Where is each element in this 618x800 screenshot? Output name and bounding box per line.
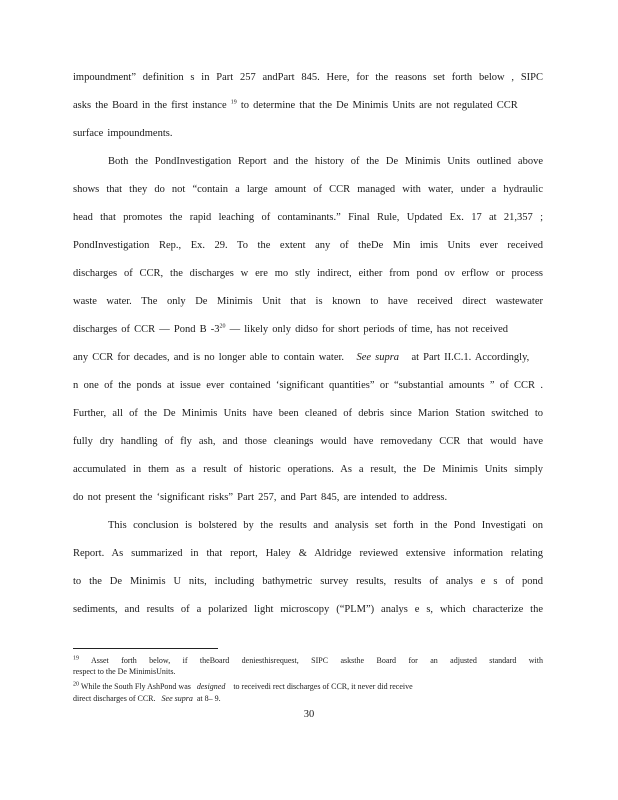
body-line: accumulated in them as a result of historic operations. As a result, the De Minimis Units simply	[73, 464, 543, 475]
footnote-line	[73, 693, 543, 704]
body-line: head that promotes the rapid leaching of contaminants.” Final Rule, Updated Ex. 17 at 21,357 ;	[73, 212, 543, 223]
body-line: impoundment” definition s in Part 257 andPart 845. Here, for the reasons set forth below , SIPC	[73, 72, 543, 83]
footnote-text: direct discharges of CCR.	[73, 694, 156, 703]
citation-signal: See supra	[356, 352, 400, 363]
body-line: fully dry handling of fly ash, and those cleanings would have removedany CCR that would have	[73, 436, 543, 447]
body-line	[73, 351, 543, 365]
body-text: — likely only didso for short periods of time, has not received	[225, 324, 508, 335]
footnote-text: While the South Fly AshPond was	[80, 682, 191, 691]
citation-signal: See supra	[161, 694, 193, 703]
body-line: PondInvestigation Rep., Ex. 29. To the extent any of theDe Min imis Units ever received	[73, 240, 543, 251]
body-line	[73, 323, 543, 337]
body-line: n one of the ponds at issue ever contained ‘significant quantities” or “substantial amounts ” of CCR .	[73, 380, 543, 391]
footnote-text: at 8– 9.	[196, 694, 221, 703]
body-text: any CCR for decades, and is no longer able to contain water.	[73, 352, 345, 363]
body-line: discharges of CCR, the discharges w ere mo stly indirect, either from pond ov erflow or process	[73, 268, 543, 279]
body-line: This conclusion is bolstered by the results and analysis set forth in the Pond Investigati on	[108, 520, 543, 531]
footnote-ref-19[interactable]: 19	[230, 99, 237, 106]
footnote-separator	[73, 648, 218, 649]
body-text: discharges of CCR — Pond B -3	[73, 324, 220, 335]
body-line: Both the PondInvestigation Report and the history of the De Minimis Units outlined above	[108, 156, 543, 167]
footnote-text: Asset forth below, if theBoard deniesthisrequest, SIPC asksthe Board for an adjusted standard with	[90, 656, 543, 665]
footnote-20	[73, 681, 543, 692]
page-number: 30	[303, 709, 315, 720]
footnote-emphasis: designed	[196, 682, 226, 691]
body-line	[73, 99, 543, 113]
footnote-ref-20[interactable]: 20	[219, 323, 226, 330]
footnote-text: to receivedi rect discharges of CCR, it never did receive	[233, 682, 413, 691]
body-line: do not present the ‘significant risks” Part 257, and Part 845, are intended to address.	[73, 492, 448, 503]
body-line: sediments, and results of a polarized light microscopy (“PLM”) analys e s, which characterize the	[73, 604, 543, 615]
body-line: Further, all of the De Minimis Units have been cleaned of debris since Marion Station switched to	[73, 408, 543, 419]
body-line: Report. As summarized in that report, Haley & Aldridge reviewed extensive information relating	[73, 548, 543, 559]
footnote-marker: 19	[73, 655, 79, 662]
footnote-19	[73, 655, 543, 666]
body-text: to determine that the De Minimis Units are not regulated CCR	[240, 100, 518, 111]
body-line: waste water. The only De Minimis Unit that is known to have received direct wastewater	[73, 296, 543, 307]
body-line: shows that they do not “contain a large amount of CCR managed with water, under a hydraulic	[73, 184, 543, 195]
body-line: to the De Minimis U nits, including bathymetric survey results, results of analys e s of pond	[73, 576, 543, 587]
footnote-marker: 20	[73, 681, 79, 688]
footnote-line: respect to the De MinimisUnits.	[73, 667, 176, 676]
body-line: surface impoundments.	[73, 128, 173, 139]
body-text: at Part II.C.1. Accordingly,	[411, 352, 530, 363]
body-text: asks the Board in the first instance	[73, 100, 227, 111]
